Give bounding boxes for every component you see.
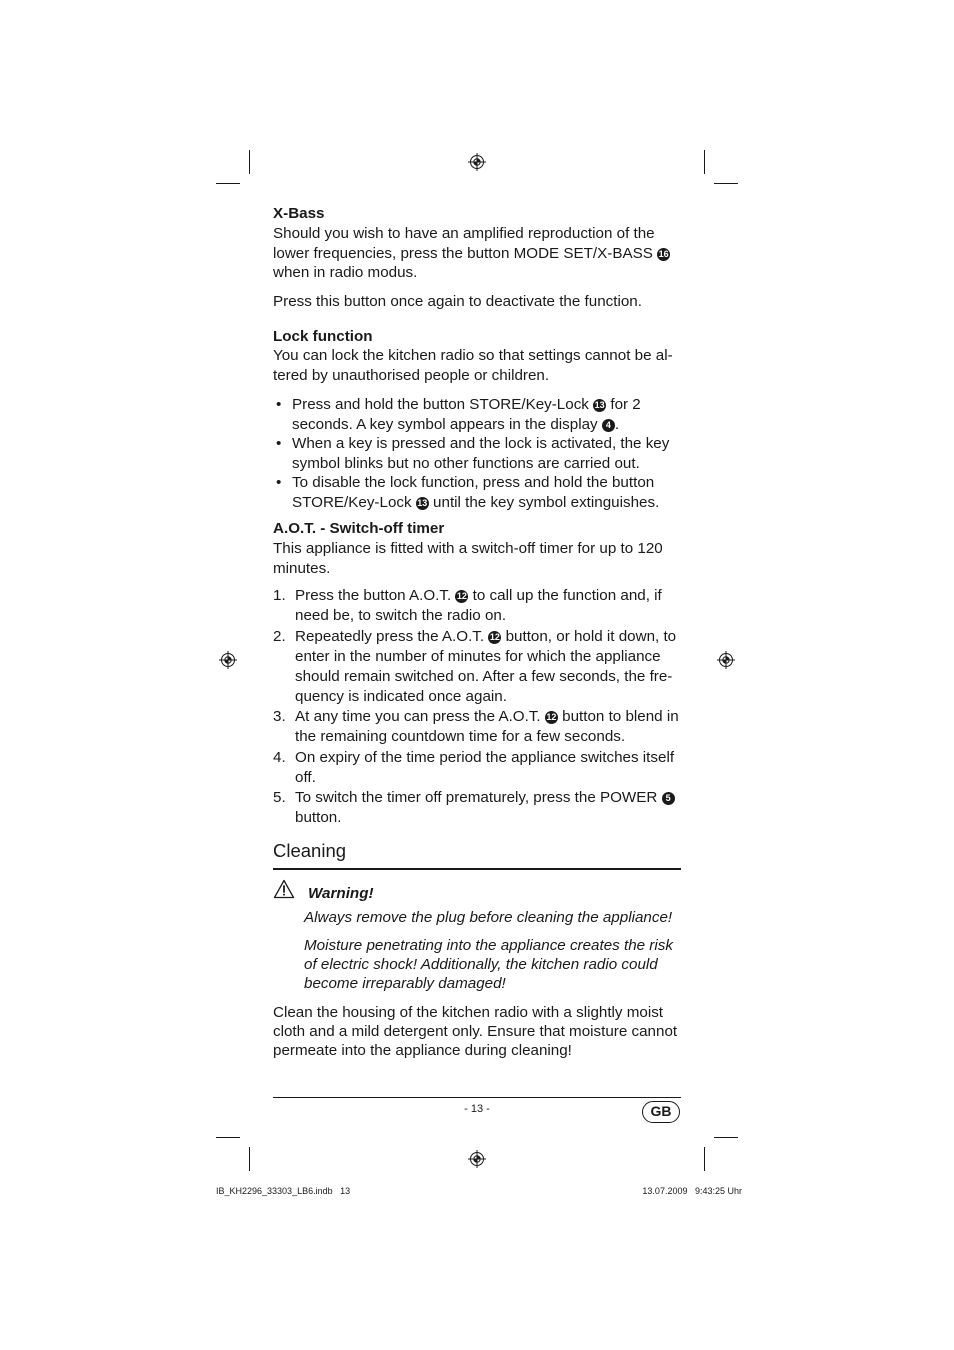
list-item [273,748,685,788]
step-number: 3. [273,708,286,725]
list-item [273,395,683,434]
bullet: • [276,435,282,453]
crop-mark [704,150,705,174]
page-number: - 13 - [464,1103,490,1115]
step-number: 4. [273,748,286,766]
list-item [273,586,685,626]
list-item [273,707,685,747]
button-number-badge: 16 [658,248,669,259]
list-item-text: Press the button A.O.T. [295,587,452,604]
step-number: 2. [273,627,286,645]
crop-mark [216,1137,240,1138]
warning-text: Moisture penetrating into the appliance creates the risk of electric shock! Additionally, the kitchen radio could become irreparably damaged! [304,937,673,993]
list-item-text: button, or hold it down, to enter in the number of minutes for which the appliance should remain switched on. After a few seconds, the fre-quency is indicated once again. [295,627,677,705]
button-number-badge: 4 [602,419,615,432]
list-item-text: button to blend in the remaining countdown time for a few seconds. [295,708,679,745]
aot-intro: This appliance is fitted with a switch-off timer for up to 120 minutes. [273,540,663,577]
list-item-text: . [614,415,620,433]
bullet: • [276,474,282,492]
cleaning-heading: Cleaning [273,840,347,861]
list-item-text: button. [295,809,342,826]
xbass-text: when in radio modus. [273,264,418,282]
xbass-heading: X-Bass [273,205,325,222]
crop-mark [249,1147,250,1171]
step-number: 5. [273,789,286,806]
aot-heading: A.O.T. - Switch-off timer [273,520,445,537]
registration-mark-icon [219,651,237,669]
crop-mark [216,183,240,184]
crop-mark [704,1147,705,1171]
bullet: • [276,396,282,413]
list-item [273,788,685,828]
registration-mark-icon [717,651,735,669]
button-number-badge: 12 [489,631,500,642]
list-item [273,473,683,512]
list-item-text: Press and hold the button STORE/Key-Lock [292,396,589,413]
timestamp: 13.07.2009 9:43:25 Uhr [642,1186,742,1196]
xbass-deactivate-paragraph: Press this button once again to deactivate the function. [273,293,642,310]
button-number-badge: 5 [662,792,675,805]
xbass-text: Should you wish to have an amplified reproduction of the lower frequencies, press the button MODE SET/X-BASS [273,225,655,262]
list-item-text: To switch the timer off prematurely, press the POWER [295,789,658,806]
list-item-text: Repeatedly press the A.O.T. [295,627,485,645]
footer-divider [273,1097,681,1098]
registration-mark-icon [468,153,486,171]
crop-mark [714,183,738,184]
list-item-text: to call up the function and, if need be, to switch the radio on. [295,587,662,624]
warning-label: Warning! [308,885,374,902]
lock-intro: You can lock the kitchen radio so that settings cannot be al-tered by unauthorised people or children. [273,347,673,384]
list-item-text: At any time you can press the A.O.T. [295,708,541,725]
list-item-text: until the key symbol extinguishes. [433,493,660,511]
aot-steps-list [273,586,685,829]
step-number: 1. [273,587,286,604]
button-number-badge: 13 [417,497,428,508]
list-item-text: On expiry of the time period the appliance switches itself off. [295,748,675,786]
list-item-text: for 2 seconds. A key symbol appears in the display [292,396,641,433]
lock-heading: Lock function [273,328,373,345]
button-number-badge: 13 [594,400,605,410]
crop-mark [714,1137,738,1138]
xbass-paragraph [273,224,685,283]
section-divider [273,868,681,870]
language-badge: GB [642,1101,680,1123]
list-item [273,627,685,707]
list-item [273,434,683,473]
button-number-badge: 12 [456,591,467,601]
crop-mark [249,150,250,174]
list-item-text: When a key is pressed and the lock is activated, the key symbol blinks but no other functions are carried out. [292,435,670,472]
button-number-badge: 12 [546,712,557,722]
registration-mark-icon [468,1150,486,1168]
warning-triangle-icon [273,879,295,899]
lock-bullet-list [273,395,683,513]
cleaning-body: Clean the housing of the kitchen radio with a slightly moist cloth and a mild detergent only. Ensure that moisture cannot permeate into the appliance during cleaning! [273,1004,678,1060]
list-item-text: To disable the lock function, press and hold the button STORE/Key-Lock [292,474,655,511]
warning-text: Always remove the plug before cleaning the appliance! [304,909,673,926]
file-name: IB_KH2296_33303_LB6.indb 13 [216,1186,351,1196]
